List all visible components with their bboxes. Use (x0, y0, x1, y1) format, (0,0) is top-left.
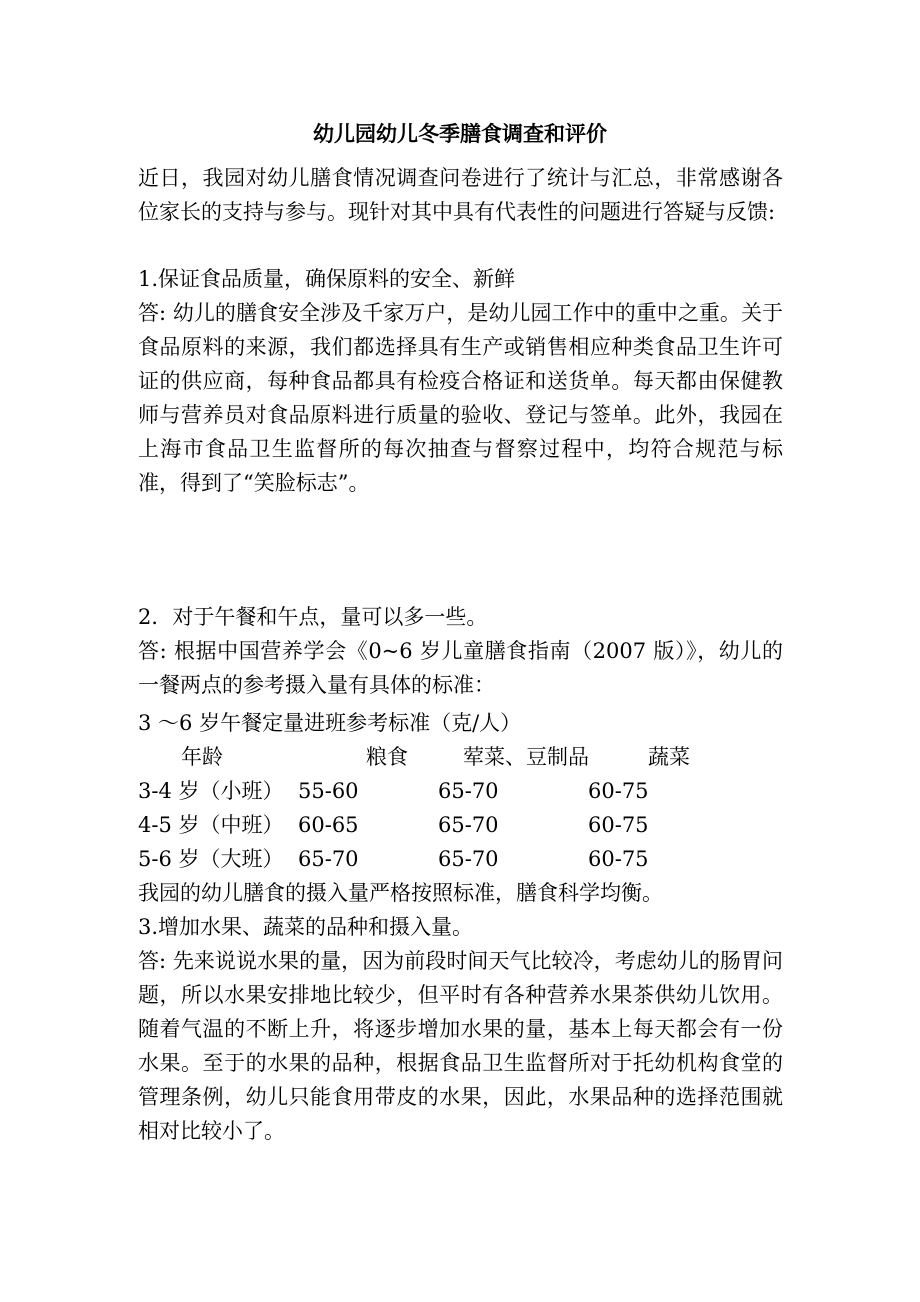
row-grain: 60-65 (298, 813, 359, 837)
document-title: 幼儿园幼儿冬季膳食调查和评价 (313, 121, 607, 146)
header-vegetable: 蔬菜 (648, 745, 690, 769)
header-grain: 粮食 (366, 745, 408, 769)
row-vegetable: 60-75 (588, 847, 649, 871)
header-meat-soy: 荤菜、豆制品 (463, 745, 589, 769)
question-3: 3.增加水果、蔬菜的品种和摄入量。 (138, 915, 474, 939)
answer-3: 答: 先来说说水果的量，因为前段时间天气比较冷，考虑幼儿的肠胃问题，所以水果安排地比较少，但平时有各种营养水果茶供幼儿饮用。随着气温的不断上升，将逐步增加水果的量，基本上每天都会有一份水果。至于的水果的品种，根据食品卫生监督所对于托幼机构食堂的管理条例，幼儿只能食用带皮的水果，因此，水果品种的选择范围就相对比较小了。 (138, 949, 783, 1143)
row-grain: 55-60 (298, 779, 359, 803)
header-age: 年龄 (181, 745, 223, 769)
intro-paragraph: 近日，我园对幼儿膳食情况调查问卷进行了统计与汇总，非常感谢各位家长的支持与参与。现针对其中具有代表性的问题进行答疑与反馈: (138, 166, 783, 224)
row-meat-soy: 65-70 (438, 813, 499, 837)
intake-conclusion: 我园的幼儿膳食的摄入量严格按照标准，膳食科学均衡。 (138, 881, 663, 905)
table-caption: 3 ～6 岁午餐定量进班参考标准（克/人） (138, 711, 522, 735)
answer-2: 答: 根据中国营养学会《0~6 岁儿童膳食指南（2007 版）》，幼儿的一餐两点的参考摄入量有具体的标准： (138, 639, 783, 697)
row-grain: 65-70 (298, 847, 359, 871)
row-vegetable: 60-75 (588, 813, 649, 837)
row-vegetable: 60-75 (588, 779, 649, 803)
question-2: 2．对于午餐和午点，量可以多一些。 (138, 605, 488, 629)
row-age: 3-4 岁（小班） (138, 779, 284, 803)
row-meat-soy: 65-70 (438, 779, 499, 803)
question-1: 1.保证食品质量，确保原料的安全、新鲜 (138, 267, 516, 291)
row-age: 5-6 岁（大班） (138, 847, 284, 871)
row-meat-soy: 65-70 (438, 847, 499, 871)
row-age: 4-5 岁（中班） (138, 813, 284, 837)
answer-1: 答: 幼儿的膳食安全涉及千家万户，是幼儿园工作中的重中之重。关于食品原料的来源，我们都选择具有生产或销售相应种类食品卫生许可证的供应商，每种食品都具有检疫合格证和送货单。每天都由保健教师与营养员对食品原料进行质量的验收、登记与签单。此外，我园在上海市食品卫生监督所的每次抽查与督察过程中，均符合规范与标准，得到了“笑脸标志”。 (138, 301, 783, 495)
